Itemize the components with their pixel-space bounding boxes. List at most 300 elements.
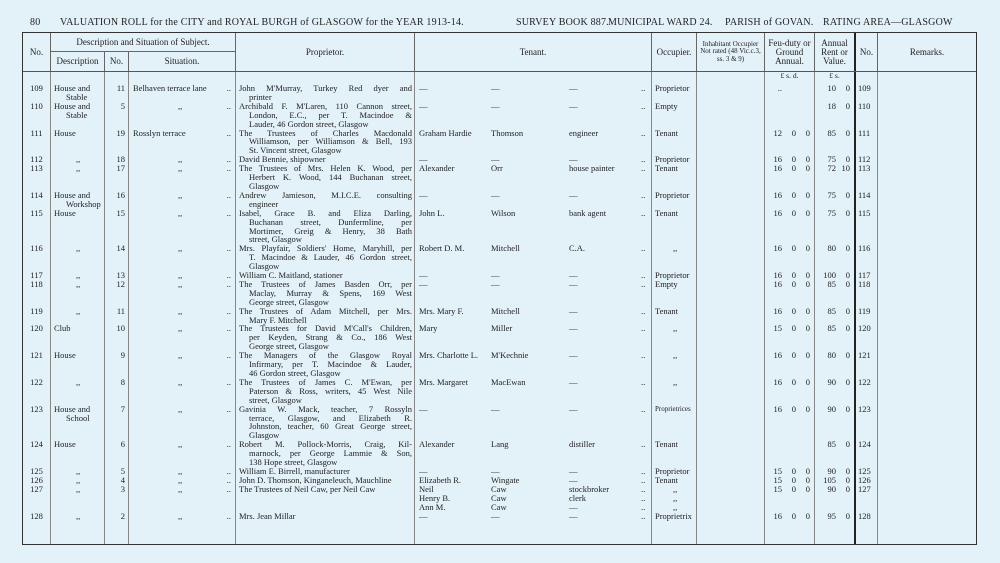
proprietor-line: marnock, per George Lammie & Son, (249, 448, 412, 459)
remarks-cell (878, 84, 976, 102)
rent-shillings: 0 (845, 350, 850, 361)
col-no-right: No. (856, 33, 878, 71)
annual-rent-cell (815, 209, 856, 245)
inhabitant-cell (697, 485, 765, 512)
tenant-surname: Caw (491, 501, 507, 512)
table-body (23, 72, 976, 544)
tenant-line (415, 164, 651, 173)
col-no: No. (23, 33, 51, 71)
page-header (30, 17, 980, 28)
tenant-occupation: engineer (569, 127, 599, 138)
rent-shillings: 0 (845, 207, 850, 218)
tenant-surname: — (491, 278, 500, 289)
feu-pence (796, 84, 810, 102)
proprietor-cell (236, 129, 415, 156)
description-cell (51, 280, 105, 307)
description-cell (51, 244, 105, 271)
col-annual-rent: Annual Rent or Value. (815, 33, 856, 71)
row-number-right: 113 (856, 164, 878, 191)
remarks-cell (878, 512, 976, 521)
occupier-text: Proprietor (655, 154, 690, 165)
tenant-first-name: Mrs. Charlotte L. (419, 350, 479, 361)
occupier-text: ,, (673, 323, 678, 334)
description-cell (51, 307, 105, 325)
tenant-occupation: — (569, 465, 578, 476)
description-line: House (54, 350, 76, 361)
col-description-group-title: Description and Situation of Subject. (51, 33, 235, 52)
feu-pence: 0 (805, 305, 810, 316)
tenant-first-name: Neil (419, 483, 434, 494)
description-line: ,, (76, 510, 81, 521)
proprietor-line: John D. Thomson, Kinganeleuch, Mauchline (239, 474, 392, 485)
feu-shillings (782, 102, 796, 129)
dots: .. (226, 474, 231, 485)
inhabitant-cell (697, 164, 765, 191)
occupier-text: Tenant (655, 163, 679, 174)
tenant-first-name: — (419, 154, 428, 165)
situation-text: ,, (178, 323, 183, 334)
row-number-right: 124 (856, 440, 878, 467)
valuation-table (22, 32, 977, 545)
rent-pounds: 75 (827, 154, 836, 165)
feu-shillings: 0 (791, 163, 796, 174)
description-line: House and (54, 189, 91, 200)
feu-pounds: 16 (773, 350, 782, 361)
inhabitant-cell (697, 307, 765, 325)
occupier-cell (652, 129, 697, 156)
situation-cell (129, 351, 236, 378)
remarks-cell (878, 244, 976, 271)
description-cell (51, 351, 105, 378)
rent-shillings: 0 (845, 278, 850, 289)
row-number-right: 127 (856, 485, 878, 512)
dots: .. (226, 270, 231, 281)
inhabitant-cell (697, 271, 765, 280)
feu-pounds: 12 (773, 127, 782, 138)
proprietor-line: George street, Glasgow (249, 341, 329, 352)
situation-cell (129, 512, 236, 521)
situation-cell (129, 84, 236, 102)
row-number: 120 (23, 324, 51, 351)
situation-cell (129, 271, 236, 280)
col-description: Description (51, 52, 105, 71)
tenant-surname: — (491, 83, 500, 93)
rent-shillings: 10 (841, 163, 850, 174)
feu-pounds: 16 (773, 510, 782, 521)
table-row (23, 102, 976, 129)
situation-text: ,, (178, 100, 183, 111)
occupier-text: Empty (655, 278, 678, 289)
dots: .. (226, 278, 231, 289)
occupier-text: ,, (673, 243, 678, 254)
tenant-line (415, 440, 651, 449)
feu-duty-cell (765, 280, 815, 307)
feu-pounds: 15 (773, 474, 782, 485)
subject-number: 8 (105, 378, 129, 405)
inhabitant-cell (697, 191, 765, 209)
situation-cell (129, 155, 236, 164)
subject-number: 7 (105, 405, 129, 441)
tenant-cell (415, 164, 652, 191)
occupier-cell (652, 244, 697, 271)
feu-pence: 0 (805, 270, 810, 281)
dots: .. (226, 350, 231, 361)
situation-text: ,, (178, 207, 183, 218)
rent-pounds: 85 (827, 323, 836, 334)
occupier-text: Proprietor (655, 83, 690, 93)
subject-number: 12 (105, 280, 129, 307)
rent-pounds: 90 (827, 483, 836, 494)
situation-text: ,, (178, 243, 183, 254)
municipal-ward: MUNICIPAL WARD 24. (608, 17, 713, 28)
remarks-cell (878, 476, 976, 485)
tenant-first-name: — (419, 189, 428, 200)
proprietor-line: Johnston, teacher, 60 Great George street, (249, 421, 412, 432)
feu-pounds: 15 (773, 323, 782, 334)
tenant-surname: — (491, 189, 500, 200)
tenant-line (415, 307, 651, 316)
tenant-surname: MacEwan (491, 376, 526, 387)
situation-cell (129, 324, 236, 351)
description-line: School (66, 412, 90, 423)
remarks-cell (878, 155, 976, 164)
dots: .. (641, 163, 646, 174)
row-number: 125 (23, 467, 51, 476)
tenant-occupation: — (569, 270, 578, 281)
tenant-first-name: Mary (419, 323, 438, 334)
description-line: ,, (76, 376, 81, 387)
dots: .. (641, 270, 646, 281)
proprietor-line: Mrs. Playfair, Soldiers' Home, Maryhill, per (239, 243, 412, 254)
tenant-surname: — (491, 100, 500, 111)
occupier-text: Proprietor (655, 189, 690, 200)
rent-shillings: 0 (845, 189, 850, 200)
dots: .. (641, 376, 646, 387)
tenant-first-name: Elizabeth R. (419, 474, 462, 485)
subject-number: 5 (105, 102, 129, 129)
occupier-text: Tenant (655, 439, 679, 450)
remarks-cell (878, 485, 976, 512)
annual-rent-cell (815, 485, 856, 512)
tenant-line (415, 84, 651, 93)
description-line: ,, (76, 243, 81, 254)
table-row (23, 129, 976, 156)
annual-rent-cell (815, 324, 856, 351)
remarks-cell (878, 307, 976, 325)
proprietor-line: Herbert K. Wood, 144 Buchanan street, (249, 172, 412, 183)
feu-pounds (769, 102, 782, 129)
row-number-right: 118 (856, 280, 878, 307)
rent-shillings: 0 (845, 243, 850, 254)
dots: .. (641, 403, 646, 414)
occupier-text: Proprietor (655, 465, 690, 476)
rent-pounds: 85 (827, 305, 836, 316)
dots: .. (226, 207, 231, 218)
col-occupier: Occupier. (652, 33, 697, 71)
rent-shillings: 0 (845, 465, 850, 476)
proprietor-line: Williamson, per Williamson & Bell, 193 (249, 136, 412, 147)
feu-duty-cell (765, 129, 815, 156)
dots: .. (641, 189, 646, 200)
proprietor-line: Gavinia W. Mack, teacher, 7 Rossyln (239, 403, 412, 414)
proprietor-cell (236, 209, 415, 245)
description-cell (51, 512, 105, 521)
proprietor-cell (236, 378, 415, 405)
feu-shillings: 0 (791, 323, 796, 334)
description-cell (51, 129, 105, 156)
row-number: 123 (23, 405, 51, 441)
tenant-cell (415, 485, 652, 512)
rent-shillings: 0 (845, 439, 850, 450)
feu-pence (796, 440, 810, 467)
tenant-line (415, 209, 651, 218)
feu-shillings: 0 (791, 483, 796, 494)
feu-pounds: 16 (773, 278, 782, 289)
annual-rent-cell (815, 84, 856, 102)
situation-text: ,, (178, 305, 183, 316)
feu-duty-cell (765, 512, 815, 521)
description-line: ,, (76, 278, 81, 289)
tenant-cell (415, 351, 652, 378)
proprietor-cell (236, 84, 415, 102)
proprietor-line: The Trustees of Adam Mitchell, per Mrs. (239, 305, 412, 316)
tenant-occupation: C.A. (569, 243, 586, 254)
proprietor-cell (236, 351, 415, 378)
feu-duty-cell (765, 485, 815, 512)
situation-cell (129, 476, 236, 485)
row-number-right: 123 (856, 405, 878, 441)
tenant-first-name: — (419, 100, 428, 111)
occupier-cell (652, 164, 697, 191)
annual-rent-cell (815, 191, 856, 209)
row-number: 112 (23, 155, 51, 164)
occupier-cell (652, 405, 697, 441)
tenant-cell (415, 405, 652, 441)
tenant-occupation: — (569, 154, 578, 165)
tenant-occupation: — (569, 83, 578, 93)
inhabitant-cell (697, 244, 765, 271)
tenant-surname: Mitchell (491, 305, 520, 316)
occupier-text: Empty (655, 100, 678, 111)
dots: .. (641, 207, 646, 218)
annual-rent-cell (815, 378, 856, 405)
dots: .. (226, 189, 231, 200)
situation-text: ,, (178, 278, 183, 289)
tenant-surname: — (491, 270, 500, 281)
rent-shillings: 0 (845, 127, 850, 138)
feu-shillings: 0 (791, 305, 796, 316)
situation-text: ,, (178, 189, 183, 200)
occupier-cell (652, 440, 697, 467)
dots: .. (226, 323, 231, 334)
tenant-first-name: — (419, 83, 428, 93)
tenant-cell (415, 280, 652, 307)
situation-cell (129, 191, 236, 209)
feu-shillings: 0 (791, 350, 796, 361)
rent-pounds: 10 (827, 83, 836, 93)
situation-text: ,, (178, 439, 183, 450)
dots: .. (641, 510, 646, 521)
rent-pounds: 75 (827, 189, 836, 200)
proprietor-line: The Trustees for David M'Call's Children, (239, 323, 412, 334)
remarks-cell (878, 209, 976, 245)
annual-rent-cell (815, 129, 856, 156)
dots: .. (226, 483, 231, 494)
situation-cell (129, 307, 236, 325)
situation-cell (129, 129, 236, 156)
parish: PARISH of GOVAN. (725, 17, 814, 28)
feu-pence: 0 (805, 510, 810, 521)
feu-pounds: 16 (773, 243, 782, 254)
tenant-cell (415, 440, 652, 467)
row-number: 121 (23, 351, 51, 378)
situation-text: ,, (178, 510, 183, 521)
row-number: 116 (23, 244, 51, 271)
tenant-surname: Orr (491, 163, 503, 174)
annual-rent-cell (815, 512, 856, 521)
feu-pounds: .. (777, 83, 782, 93)
proprietor-line: William E. Birrell, manufacturer (239, 465, 350, 476)
dots: .. (226, 243, 231, 254)
dots: .. (641, 83, 646, 93)
feu-duty-cell (765, 191, 815, 209)
description-line: ,, (76, 270, 81, 281)
proprietor-line: The Trustees of Mrs. Helen K. Wood, per (239, 163, 412, 174)
proprietor-line: Mrs. Jean Millar (239, 510, 296, 521)
description-line: House (54, 207, 76, 218)
tenant-line (415, 378, 651, 387)
dots: .. (226, 127, 231, 138)
feu-shillings: 0 (791, 278, 796, 289)
subject-number: 2 (105, 512, 129, 521)
rent-shillings: 0 (845, 376, 850, 387)
row-number-right: 117 (856, 271, 878, 280)
feu-shillings: 0 (791, 270, 796, 281)
tenant-occupation: — (569, 474, 578, 485)
feu-pence: 0 (805, 465, 810, 476)
subject-number: 5 (105, 467, 129, 476)
tenant-line (415, 476, 651, 485)
tenant-surname: Lang (491, 439, 509, 450)
tenant-cell (415, 191, 652, 209)
rent-shillings: 0 (845, 270, 850, 281)
proprietor-line: Mortimer, Greig & Henry, 38 Bath (249, 225, 412, 236)
tenant-line (415, 102, 651, 111)
description-line: ,, (76, 305, 81, 316)
feu-shillings: 0 (791, 474, 796, 485)
subject-number: 4 (105, 476, 129, 485)
proprietor-line: Glasgow (249, 261, 280, 272)
situation-cell (129, 485, 236, 512)
tenant-line (415, 405, 651, 414)
subject-number: 19 (105, 129, 129, 156)
rating-area: RATING AREA—GLASGOW (823, 17, 953, 28)
row-number: 124 (23, 440, 51, 467)
table-row (23, 485, 976, 512)
situation-cell (129, 467, 236, 476)
situation-text: ,, (178, 350, 183, 361)
rent-pounds: 75 (827, 207, 836, 218)
tenant-occupation: — (569, 501, 578, 512)
survey-book: SURVEY BOOK 887. (516, 17, 609, 28)
occupier-cell (652, 84, 697, 102)
feu-shillings: 0 (791, 154, 796, 165)
subject-number: 3 (105, 485, 129, 512)
proprietor-cell (236, 280, 415, 307)
occupier-cell (652, 307, 697, 325)
roll-title: VALUATION ROLL for the CITY and ROYAL BURGH of GLASGOW for the YEAR 1913-14. (60, 17, 464, 28)
proprietor-line: Andrew Jamieson, M.I.C.E. consulting (239, 189, 412, 200)
tenant-first-name: Mrs. Mary F. (419, 305, 464, 316)
tenant-first-name: Alexander (419, 439, 455, 450)
feu-duty-cell (765, 102, 815, 129)
rent-pounds: 85 (827, 127, 836, 138)
dots: .. (641, 323, 646, 334)
tenant-first-name: — (419, 465, 428, 476)
proprietor-line: George street, Glasgow (249, 296, 329, 307)
tenant-surname: Wingate (491, 474, 520, 485)
col-remarks: Remarks. (909, 46, 945, 57)
proprietor-line: London, E.C., per T. Macindoe & (249, 109, 412, 120)
tenant-occupation: — (569, 100, 578, 111)
remarks-cell (878, 378, 976, 405)
proprietor-cell (236, 512, 415, 521)
description-line: ,, (76, 474, 81, 485)
table-header (23, 33, 976, 72)
row-number: 128 (23, 512, 51, 521)
proprietor-line: The Trustees of Charles Macdonald (239, 127, 412, 138)
proprietor-line: engineer (249, 198, 279, 209)
annual-rent-cell (815, 244, 856, 271)
feu-pounds: 16 (773, 207, 782, 218)
tenant-occupation: — (569, 305, 578, 316)
situation-text: ,, (178, 474, 183, 485)
description-cell (51, 191, 105, 209)
row-number-right: 121 (856, 351, 878, 378)
tenant-occupation: house painter (569, 163, 615, 174)
row-number: 114 (23, 191, 51, 209)
occupier-text: ,, (673, 376, 678, 387)
inhabitant-cell (697, 129, 765, 156)
description-line: Workshop (66, 198, 101, 209)
rent-shillings: 0 (845, 403, 850, 414)
row-number-right: 112 (856, 155, 878, 164)
row-number-right: 116 (856, 244, 878, 271)
tenant-occupation: — (569, 403, 578, 414)
feu-shillings (782, 84, 796, 102)
occupier-text: Tenant (655, 305, 679, 316)
dots: .. (641, 127, 646, 138)
tenant-occupation: — (569, 189, 578, 200)
proprietor-line: Glasgow (249, 180, 280, 191)
feu-pence: 0 (805, 474, 810, 485)
remarks-cell (878, 324, 976, 351)
description-cell (51, 324, 105, 351)
table-row (23, 164, 976, 191)
proprietor-line: street, Glasgow (249, 234, 302, 245)
proprietor-cell (236, 307, 415, 325)
table-row (23, 307, 976, 325)
situation-text: ,, (178, 163, 183, 174)
proprietor-cell (236, 405, 415, 441)
row-number-right: 128 (856, 512, 878, 521)
description-line: House and (54, 403, 91, 414)
inhabitant-cell (697, 405, 765, 441)
proprietor-cell (236, 485, 415, 512)
tenant-line (415, 503, 651, 512)
tenant-cell (415, 512, 652, 521)
row-number-right: 109 (856, 84, 878, 102)
